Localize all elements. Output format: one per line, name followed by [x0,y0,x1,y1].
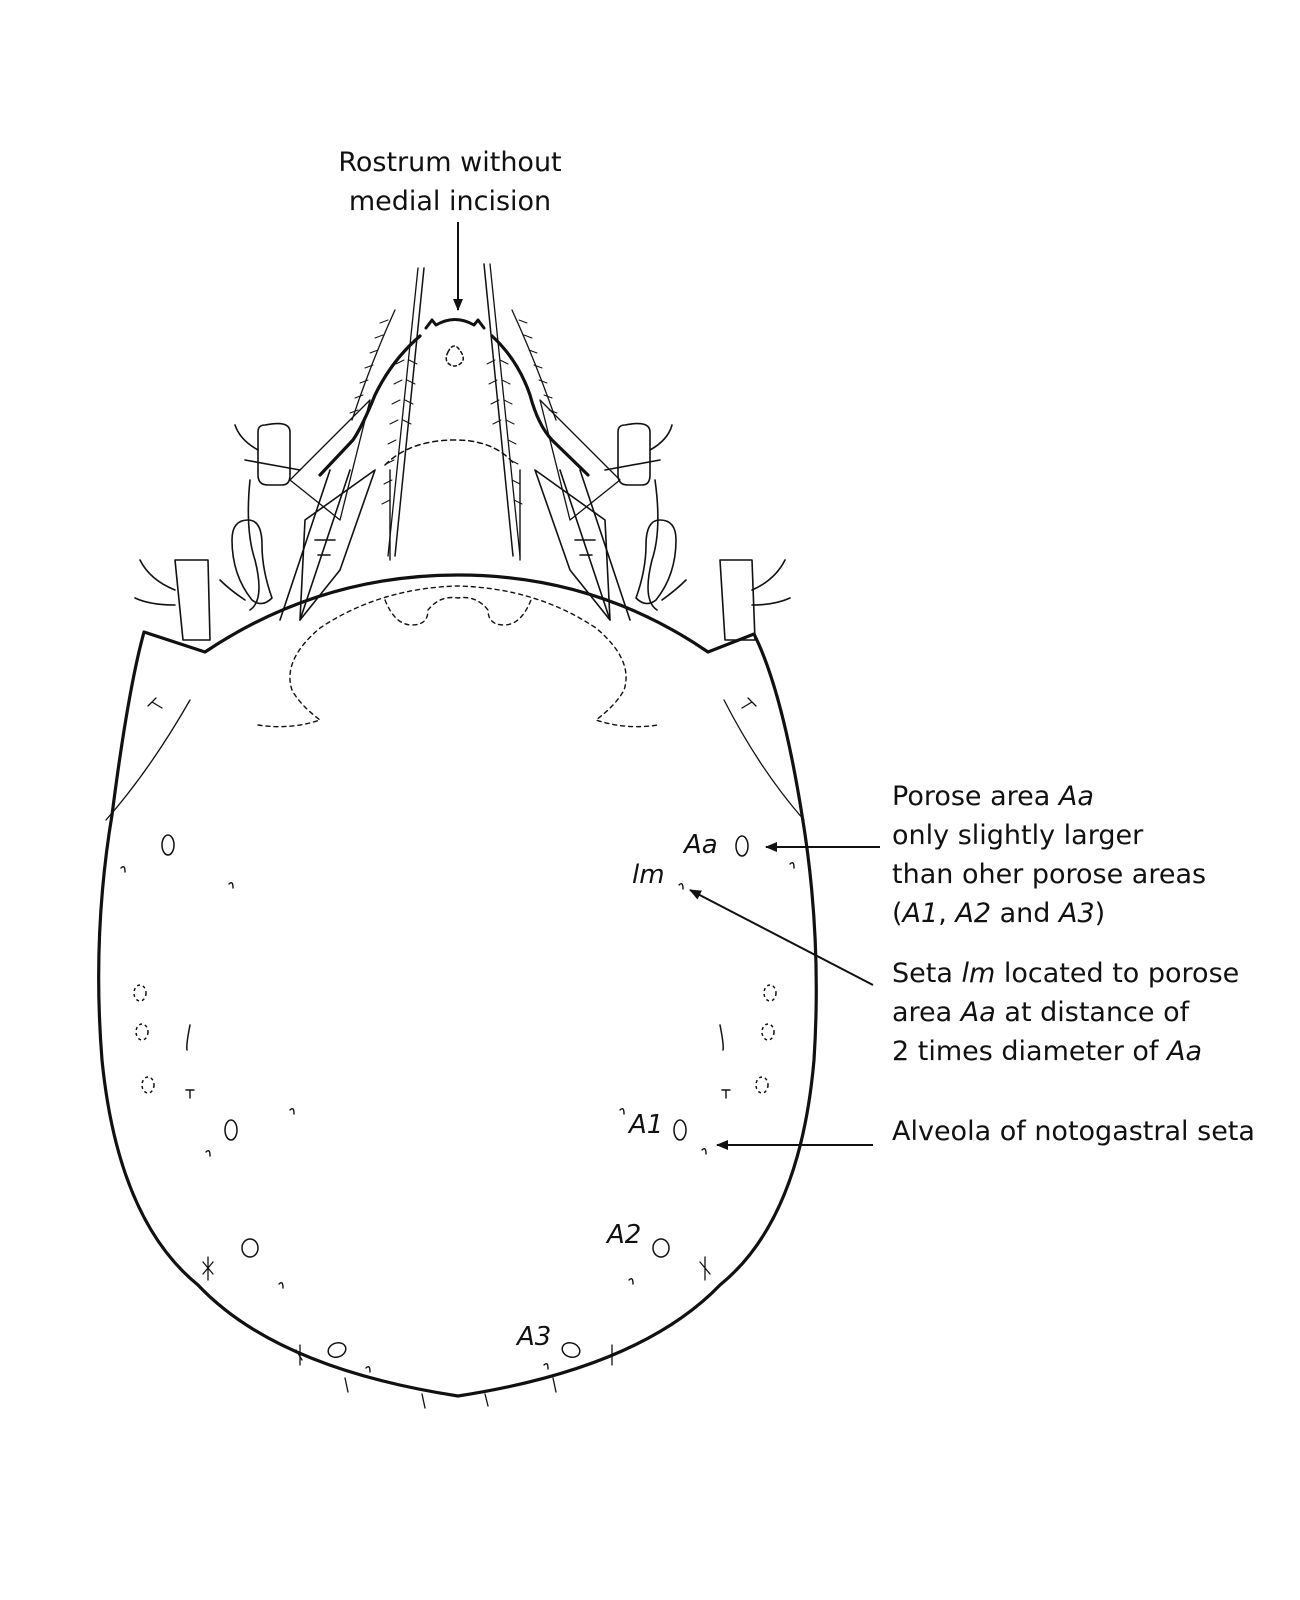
notogaster [99,575,817,1408]
label-aa: Aa [684,830,718,860]
porose-area-a3-right [560,1340,582,1359]
seta-annotation-line-1 [892,954,1239,993]
porose-area-a2-right [653,1239,669,1257]
porose-areas [134,835,776,1360]
label-lm: lm [632,860,665,890]
label-a2: A2 [607,1220,642,1250]
text-run: ( [892,898,903,929]
lm-arrow [690,890,873,985]
seta-annotation-line-3 [892,1032,1239,1071]
alveola-annotation [892,1112,1255,1151]
text-run: , [938,898,956,929]
text-run: at distance of [995,997,1190,1028]
rostrum-annotation [300,143,600,221]
text-run: Seta [892,958,962,989]
italic-run: A3 [1059,898,1095,929]
text-run: 2 times diameter of [892,1036,1167,1067]
italic-run: Aa [960,997,996,1028]
porose-area-a1-left [225,1120,237,1140]
rostrum-annotation-line-2: medial incision [348,186,552,217]
label-a1: A1 [629,1110,664,1140]
seta-annotation-line-2 [892,993,1239,1032]
legs-right [535,400,790,640]
text-run: Porose area [892,781,1059,812]
porose-area-annotation [892,777,1206,933]
italic-run: lm [961,958,996,989]
italic-run: Aa [1167,1036,1203,1067]
rostral-seta-right [484,264,513,556]
porose-area-a2-left [242,1239,258,1257]
lamella-right [492,336,588,475]
seta-lm-annotation [892,954,1239,1071]
porose-area-aa-right [736,836,748,856]
porose-area-a3-left [326,1340,348,1359]
italic-run: A1 [902,898,939,929]
porose-area-annotation-line-3: than oher porose areas [892,859,1207,890]
rostrum-pore [446,346,463,366]
porose-area-a1-right [674,1120,686,1140]
rostrum-annotation-line-1: Rostrum without [338,147,562,178]
alveola-annotation-text: Alveola of notogastral seta [892,1116,1255,1147]
porose-area-annotation-line-4 [892,894,1206,933]
rostrum-tip [426,320,484,329]
porose-area-aa-left [162,835,174,855]
text-run: and [991,898,1059,929]
label-a3: A3 [517,1322,552,1352]
porose-area-annotation-line-1 [892,777,1206,816]
italic-run: A2 [955,898,992,929]
legs-left [135,400,375,640]
prodorsum [320,264,588,560]
text-run: ) [1094,898,1106,929]
text-run: located to porose [995,958,1240,989]
porose-area-annotation-line-2: only slightly larger [892,820,1144,851]
italic-run: Aa [1058,781,1094,812]
rostral-seta-left [395,268,424,556]
text-run: area [892,997,961,1028]
setal-alveoli [121,863,794,1372]
